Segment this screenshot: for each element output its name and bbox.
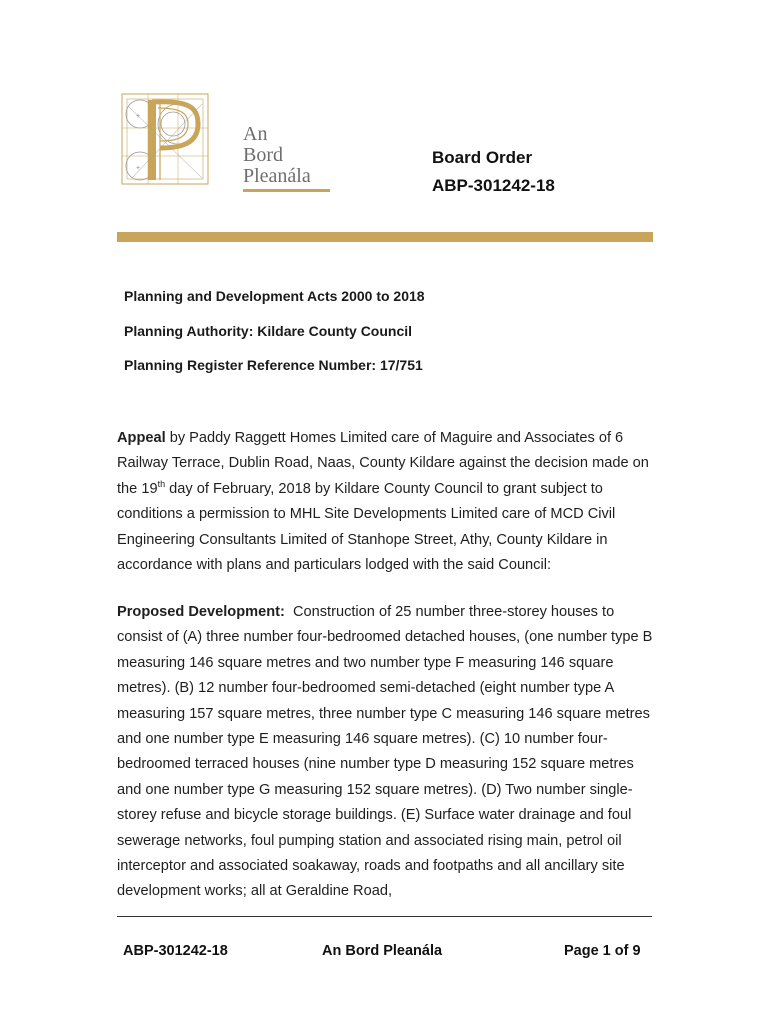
register-reference: Planning Register Reference Number: 17/751 bbox=[124, 357, 423, 373]
appeal-text-a: by Paddy Raggett Homes Limited care of Maguire and Associates of 6 Railway Terrace, Dublin Road, Naas, County Kildare against the decision made on the 19 bbox=[117, 430, 649, 497]
appeal-label: Appeal bbox=[117, 430, 166, 446]
an-bord-pleanala-logo bbox=[118, 86, 213, 194]
development-label: Proposed Development: bbox=[117, 604, 285, 620]
svg-text:+: + bbox=[136, 113, 141, 120]
brand-line-2: Bord bbox=[243, 144, 283, 166]
order-type: Board Order bbox=[432, 148, 533, 167]
planning-authority: Planning Authority: Kildare County Council bbox=[124, 322, 413, 339]
order-reference: ABP-301242-18 bbox=[432, 176, 555, 195]
brand-underline bbox=[243, 189, 330, 192]
appeal-text-b: day of February, 2018 by Kildare County Council to grant subject to conditions a permission to MHL Site Developments Limited care of MCD Civil Engineering Consultants Limited of Stanhope Street, Athy, County Kildare in accordance with plans and particulars lodged with the said Council: bbox=[117, 480, 616, 574]
footer-reference: ABP-301242-18 bbox=[123, 943, 228, 959]
development-text: Construction of 25 number three-storey houses to consist of (A) three number four-bedroomed detached houses, (one number type B measuring 146 square metres and two number type F measuring 146 square metres). (B) 12 number four-bedroomed semi-detached (eight number type A measuring 157 square metres, three number type C measuring 146 square metres and one number type E measuring 146 square metres). (C) 10 number four-bedroomed terraced houses (nine number type D measuring 152 square metres and one number type G measuring 152 square metres). (D) Two number single-storey refuse and bicycle storage buildings. (E) Surface water drainage and foul sewerage networks, foul pumping station and associated rising main, petrol oil interceptor and associated soakaway, roads and footpaths and all ancillary site development works; all at Geraldine Road, bbox=[117, 604, 657, 900]
appeal-paragraph bbox=[117, 426, 657, 578]
proposed-development-paragraph bbox=[117, 600, 657, 905]
header-divider bbox=[117, 232, 653, 242]
brand-line-1: An bbox=[243, 123, 268, 145]
brand-line-3: Pleanála bbox=[243, 165, 311, 187]
footer-divider bbox=[117, 916, 652, 917]
acts-line: Planning and Development Acts 2000 to 2018 bbox=[124, 288, 425, 304]
ordinal-suffix: th bbox=[157, 478, 166, 489]
brand-name bbox=[243, 124, 311, 187]
acts-block bbox=[124, 288, 425, 392]
footer-organisation: An Bord Pleanála bbox=[322, 943, 443, 959]
svg-text:+: + bbox=[136, 165, 141, 172]
logo-monogram-icon bbox=[118, 86, 213, 194]
footer-page-number: Page 1 of 9 bbox=[564, 943, 641, 959]
order-heading bbox=[432, 144, 555, 200]
